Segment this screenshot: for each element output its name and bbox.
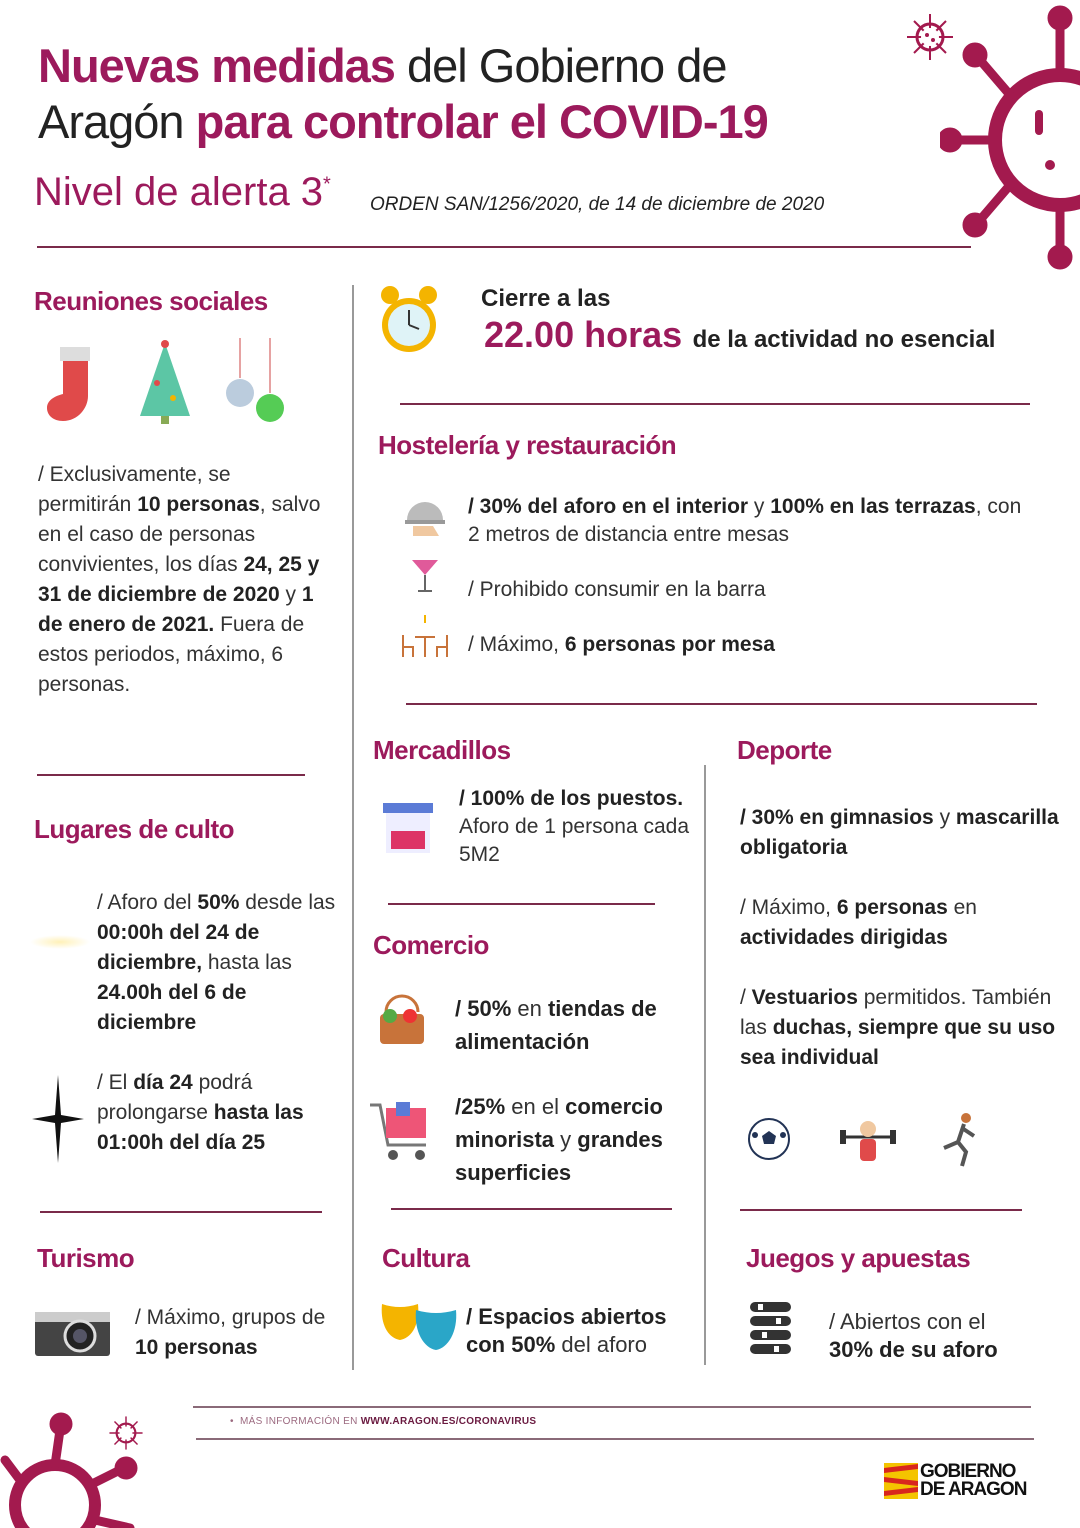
bold-text: comercio minorista bbox=[455, 1094, 663, 1152]
hosteleria-item-2 bbox=[468, 575, 1028, 605]
bold-text: 100% en las terrazas bbox=[770, 495, 976, 518]
culto-item-1 bbox=[97, 888, 347, 1038]
juegos-text bbox=[829, 1308, 1029, 1364]
text: , salvo en el caso de personas convivientes, los días bbox=[38, 493, 321, 576]
text: / Máximo, grupos de bbox=[135, 1306, 326, 1329]
text: , con 2 metros de distancia entre mesas bbox=[468, 495, 1022, 546]
bold-text: /25% bbox=[455, 1094, 506, 1119]
gobierno-aragon-logo: GOBIERNO DE ARAGON bbox=[884, 1463, 1026, 1499]
section-title-reuniones: Reuniones sociales bbox=[34, 286, 268, 316]
bold-text: 1 de enero de 2021. bbox=[38, 583, 314, 636]
text: Fuera de estos periodos, máximo, 6 personas. bbox=[38, 613, 305, 696]
alert-level: Nivel de alerta 3* bbox=[34, 170, 331, 214]
grocery-basket-icon bbox=[376, 992, 428, 1047]
deporte-item-3 bbox=[740, 983, 1065, 1073]
section-title-deporte: Deporte bbox=[737, 735, 832, 765]
bold-text: 50% bbox=[197, 891, 240, 914]
christmas-stocking-icon bbox=[45, 345, 100, 425]
text: y bbox=[554, 1127, 578, 1152]
section-title-mercadillos: Mercadillos bbox=[373, 735, 511, 765]
bold-text: / 100% de los puestos. bbox=[459, 787, 684, 810]
comercio-item-1 bbox=[455, 992, 695, 1058]
bold-text: 30% de su aforo bbox=[829, 1337, 998, 1362]
info-link[interactable]: WWW.ARAGON.ES/CORONAVIRUS bbox=[360, 1416, 537, 1427]
divider bbox=[196, 1438, 1034, 1440]
bold-text: 6 personas bbox=[836, 896, 948, 919]
text: / Exclusivamente, se permitirán bbox=[38, 463, 231, 516]
star-icon bbox=[32, 1075, 84, 1163]
text: podrá prolongarse bbox=[97, 1071, 253, 1124]
text: y bbox=[279, 583, 302, 606]
cierre-time-line bbox=[484, 314, 995, 356]
camera-icon bbox=[35, 1308, 110, 1356]
shopping-cart-icon bbox=[368, 1100, 433, 1165]
bold-text: Nuevas medidas bbox=[38, 39, 395, 92]
cierre-time: 22.00 horas bbox=[484, 314, 683, 355]
text: en bbox=[947, 896, 977, 919]
text: / bbox=[740, 986, 752, 1009]
virus-icon bbox=[940, 0, 1080, 270]
divider bbox=[400, 403, 1030, 405]
column-divider bbox=[352, 285, 354, 1370]
page-title bbox=[38, 38, 768, 150]
bold-text: para controlar el COVID-19 bbox=[195, 95, 768, 148]
bold-text: 24, 25 y 31 de diciembre de 2020 bbox=[38, 553, 320, 606]
bold-text: hasta las 01:00h del día 25 bbox=[97, 1101, 304, 1154]
text: permitidos. También las bbox=[740, 986, 1052, 1039]
bold-text: / Espacios abiertos con 50% bbox=[466, 1304, 667, 1357]
text: / Máximo, bbox=[740, 896, 837, 919]
theater-masks-icon bbox=[380, 1300, 458, 1352]
bold-text: actividades dirigidas bbox=[740, 926, 948, 949]
section-title-turismo: Turismo bbox=[37, 1243, 135, 1273]
bold-text: 10 personas bbox=[135, 1336, 258, 1359]
section-title-comercio: Comercio bbox=[373, 930, 489, 960]
deporte-item-1 bbox=[740, 803, 1060, 863]
divider bbox=[406, 703, 1037, 705]
hosteleria-item-3 bbox=[468, 630, 1028, 660]
text: Aragón bbox=[38, 95, 196, 148]
small-virus-icon bbox=[108, 1415, 144, 1451]
title-line-2 bbox=[38, 94, 768, 150]
turismo-text bbox=[135, 1303, 335, 1363]
text: y bbox=[933, 806, 956, 829]
divider bbox=[193, 1406, 1031, 1408]
bold-text: Vestuarios bbox=[751, 986, 858, 1009]
culto-item-2 bbox=[97, 1068, 337, 1158]
poker-chips-icon bbox=[748, 1300, 793, 1358]
deporte-item-2 bbox=[740, 893, 1060, 953]
runner-icon bbox=[940, 1112, 980, 1168]
divider bbox=[37, 774, 305, 776]
hosteleria-item-1 bbox=[468, 493, 1038, 549]
section-title-cultura: Cultura bbox=[382, 1243, 470, 1273]
small-virus-icon bbox=[905, 12, 955, 62]
text: desde las bbox=[239, 891, 336, 914]
bold-text: tiendas de alimentación bbox=[455, 996, 657, 1054]
bold-text: 24.00h del 6 de diciembre bbox=[97, 981, 247, 1034]
serving-cloche-icon bbox=[403, 492, 448, 537]
title-line-1 bbox=[38, 38, 768, 94]
bold-text: día 24 bbox=[133, 1071, 193, 1094]
text: en bbox=[511, 996, 548, 1021]
text: / Máximo, bbox=[468, 633, 565, 656]
text: / El bbox=[97, 1071, 134, 1094]
cocktail-icon bbox=[410, 550, 440, 595]
reuniones-text bbox=[38, 460, 323, 700]
order-reference: ORDEN SAN/1256/2020, de 14 de diciembre de 2020 bbox=[370, 194, 825, 215]
text: y bbox=[748, 495, 771, 518]
cierre-rest: de la actividad no esencial bbox=[692, 326, 996, 353]
section-title-hosteleria: Hostelería y restauración bbox=[378, 430, 677, 460]
cultura-text bbox=[466, 1303, 696, 1359]
bold-text: / 50% bbox=[455, 996, 512, 1021]
aragon-flag-icon bbox=[884, 1463, 918, 1499]
bold-text: duchas, siempre que su uso sea individual bbox=[740, 1016, 1056, 1069]
bold-text: grandes superficies bbox=[455, 1127, 663, 1185]
text: / Prohibido consumir en la barra bbox=[468, 578, 766, 601]
soccer-ball-icon bbox=[747, 1117, 791, 1161]
divider bbox=[388, 903, 655, 905]
weightlifter-icon bbox=[838, 1115, 898, 1165]
bold-text: mascarilla obligatoria bbox=[740, 806, 1059, 859]
bold-text: 00:00h del 24 de diciembre, bbox=[97, 921, 260, 974]
bold-text: 6 personas por mesa bbox=[564, 633, 775, 656]
text: en el bbox=[505, 1094, 566, 1119]
text: / Aforo del bbox=[97, 891, 198, 914]
alarm-clock-icon bbox=[378, 283, 440, 358]
text: Aforo de 1 persona cada 5M2 bbox=[459, 815, 689, 866]
text: del aforo bbox=[555, 1332, 647, 1357]
bold-text: 10 personas bbox=[137, 493, 260, 516]
divider bbox=[740, 1209, 1022, 1211]
section-title-juegos: Juegos y apuestas bbox=[746, 1243, 971, 1273]
column-divider bbox=[704, 765, 706, 1365]
light-glow-icon bbox=[30, 935, 90, 949]
text: del Gobierno de bbox=[394, 39, 727, 92]
christmas-tree-icon bbox=[135, 338, 195, 428]
ornaments-icon bbox=[225, 338, 285, 428]
text: hasta las bbox=[202, 951, 292, 974]
cierre-line1: Cierre a las bbox=[481, 285, 611, 312]
bold-text: / 30% en gimnasios bbox=[740, 806, 934, 829]
market-stall-icon bbox=[383, 803, 433, 855]
divider bbox=[40, 1211, 322, 1213]
table-chairs-icon bbox=[400, 615, 450, 660]
divider bbox=[391, 1208, 672, 1210]
divider bbox=[37, 246, 971, 248]
bold-text: / 30% del aforo en el interior bbox=[468, 495, 749, 518]
mercadillos-text bbox=[459, 785, 689, 869]
comercio-item-2 bbox=[455, 1090, 700, 1189]
text: / Abiertos con el bbox=[829, 1309, 986, 1334]
more-info: • MÁS INFORMACIÓN EN WWW.ARAGON.ES/CORONAVIRUS bbox=[230, 1416, 537, 1427]
section-title-culto: Lugares de culto bbox=[34, 814, 235, 844]
